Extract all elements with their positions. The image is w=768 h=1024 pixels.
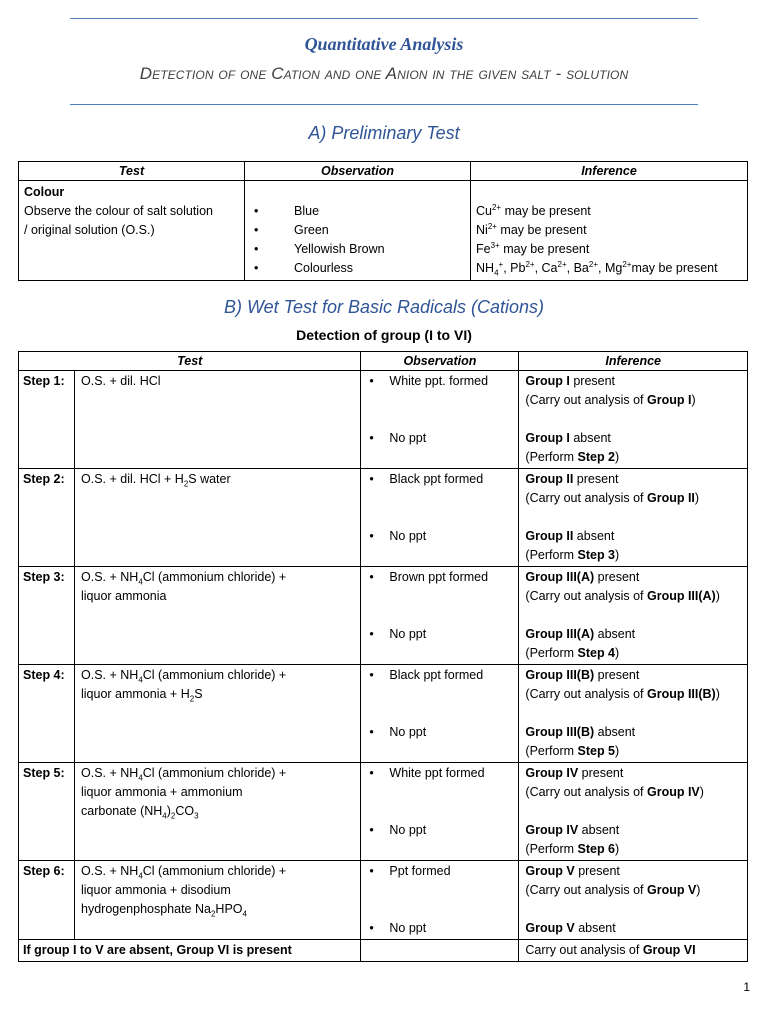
step-label: Step 1: <box>19 371 75 469</box>
step-inference: Group V present (Carry out analysis of Group V) Group V absent <box>519 861 748 940</box>
table-row <box>19 371 748 469</box>
step-label: Step 6: <box>19 861 75 940</box>
step-observation: • White ppt. formed • No ppt <box>361 371 519 469</box>
column-header-test: Test <box>19 352 361 371</box>
colour-test-text-2: / original solution (O.S.) <box>24 223 155 237</box>
list-item: • Colourless <box>254 261 354 275</box>
table-row <box>19 665 748 763</box>
section-a-heading: A) Preliminary Test <box>308 123 460 143</box>
table-row <box>19 940 748 962</box>
list-item: • Yellowish Brown <box>254 242 385 256</box>
list-item: • Blue <box>254 204 320 218</box>
table-row <box>19 861 748 940</box>
inference-others: $NH_4^+$, $Pb^{2+}$, $Ca^{2+}$, $Ba^{2+}$, $Mg^{2+}may$ be present <box>476 259 718 278</box>
inference-fe: $Fe^{3+}$ may be present <box>476 240 590 256</box>
step-label: Step 2: <box>19 469 75 567</box>
top-rule <box>70 18 698 19</box>
step-observation: • Brown ppt formed • No ppt <box>361 567 519 665</box>
step-inference: Group IV present (Carry out analysis of Group IV) Group IV absent (Perform Step 6) <box>519 763 748 861</box>
step-observation: • White ppt formed • No ppt <box>361 763 519 861</box>
step-inference: Group I present (Carry out analysis of Group I) Group I absent (Perform Step 2) <box>519 371 748 469</box>
step-label: Step 4: <box>19 665 75 763</box>
inference-cu: $Cu^{2+}$ may be present <box>476 202 591 218</box>
step-label: Step 5: <box>19 763 75 861</box>
preliminary-test-table <box>18 161 748 281</box>
colour-test-title: Colour <box>24 185 65 199</box>
step-test: O.S. + dil. HCl <box>75 371 361 469</box>
page-subtitle: Detection of one Cation and one Anion in the given salt - solution <box>139 64 629 83</box>
inference-ni: $Ni^{2+}$ may be present <box>476 221 587 237</box>
step-label: Step 3: <box>19 567 75 665</box>
final-row-test: If group I to V are absent, Group VI is present <box>19 940 361 962</box>
section-b-subheading: Detection of group (I to VI) <box>296 327 472 343</box>
step-test: O.S. + $NH_4Cl$ (ammonium chloride) + liquor ammonia + ammonium carbonate $(NH_4)_2CO_3$ <box>75 763 361 861</box>
colour-test-text-1: Observe the colour of salt solution <box>24 204 213 218</box>
cation-test-table <box>18 351 748 962</box>
column-header-inference: Inference <box>519 352 748 371</box>
table-row <box>19 567 748 665</box>
section-b-heading: B) Wet Test for Basic Radicals (Cations) <box>223 297 545 317</box>
column-header-observation: Observation <box>361 352 519 371</box>
step-inference: Group III(B) present (Carry out analysis of Group III(B)) Group III(B) absent (Perform Step 5) <box>519 665 748 763</box>
colour-inference-cell <box>471 181 748 281</box>
colour-test-cell <box>19 181 245 281</box>
column-header-inference: Inference <box>471 162 748 181</box>
step-observation: • Ppt formed • No ppt <box>361 861 519 940</box>
page-number: 1 <box>743 980 750 994</box>
step-observation: • Black ppt formed • No ppt <box>361 665 519 763</box>
final-row-inference: Carry out analysis of Group VI <box>519 940 748 962</box>
column-header-test: Test <box>19 162 245 181</box>
table-row <box>19 469 748 567</box>
colour-observation-cell <box>245 181 471 281</box>
step-test: O.S. + dil. HCl + $H_2S$ water <box>75 469 361 567</box>
step-inference: Group II present (Carry out analysis of Group II) Group II absent (Perform Step 3) <box>519 469 748 567</box>
final-row-observation <box>361 940 519 962</box>
step-observation: • Black ppt formed • No ppt <box>361 469 519 567</box>
step-test: O.S. + $NH_4Cl$ (ammonium chloride) + liquor ammonia <box>75 567 361 665</box>
bottom-rule <box>70 104 698 105</box>
step-inference: Group III(A) present (Carry out analysis of Group III(A)) Group III(A) absent (Perform Step 4) <box>519 567 748 665</box>
page-title: Quantitative Analysis <box>304 34 464 54</box>
list-item: • Green <box>254 223 329 237</box>
column-header-observation: Observation <box>245 162 471 181</box>
table-row <box>19 763 748 861</box>
step-test: O.S. + $NH_4Cl$ (ammonium chloride) + liquor ammonia + $H_2S$ <box>75 665 361 763</box>
step-test: O.S. + $NH_4Cl$ (ammonium chloride) + liquor ammonia + disodium hydrogenphosphate $Na_2HPO_4$ <box>75 861 361 940</box>
